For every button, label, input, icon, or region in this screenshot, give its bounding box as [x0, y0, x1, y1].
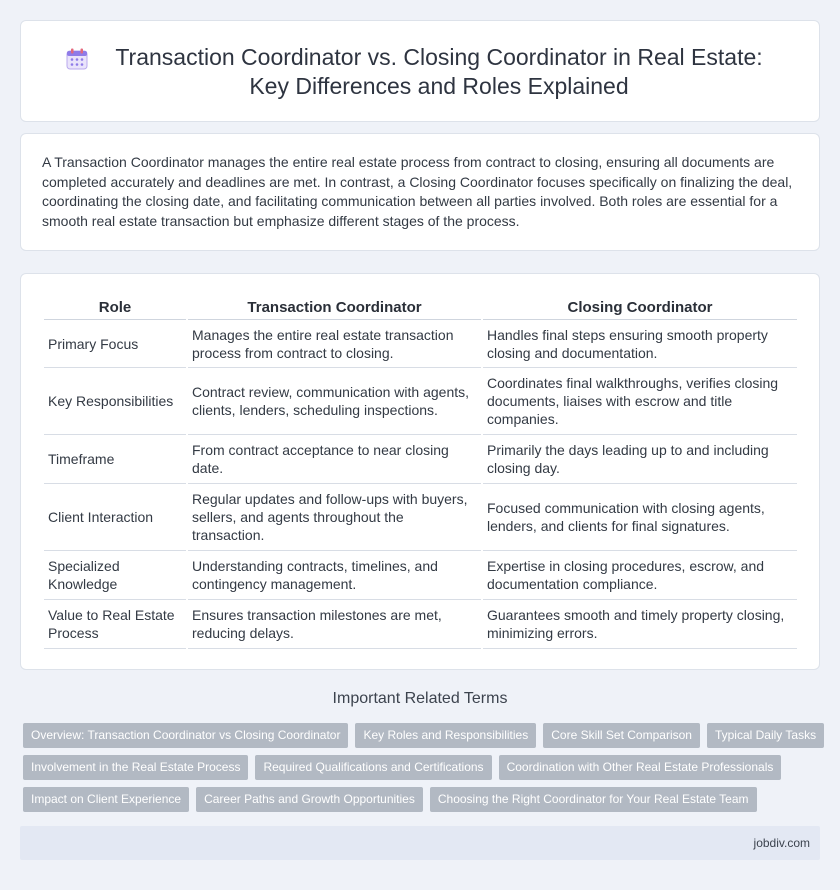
cell-closing-coordinator: Guarantees smooth and timely property closing, minimizing errors.: [483, 600, 797, 649]
related-tag[interactable]: Overview: Transaction Coordinator vs Closing Coordinator: [23, 723, 348, 748]
header-closing-coordinator: Closing Coordinator: [483, 296, 797, 320]
cell-role: Key Responsibilities: [44, 368, 186, 435]
related-tag[interactable]: Career Paths and Growth Opportunities: [196, 787, 423, 812]
table-header-row: [44, 296, 797, 320]
cell-transaction-coordinator: Regular updates and follow-ups with buyers, sellers, and agents throughout the transaction.: [188, 484, 481, 551]
page-title: Transaction Coordinator vs. Closing Coordinator in Real Estate: Key Differences and Roles Explained: [115, 44, 763, 99]
header-role: Role: [44, 296, 186, 320]
cell-closing-coordinator: Coordinates final walkthroughs, verifies closing documents, liaises with escrow and title companies.: [483, 368, 797, 435]
cell-transaction-coordinator: Manages the entire real estate transaction process from contract to closing.: [188, 320, 481, 368]
table-row: [44, 320, 797, 368]
comparison-table: [42, 296, 799, 649]
table-row: [44, 551, 797, 600]
intro-paragraph: A Transaction Coordinator manages the entire real estate process from contract to closing, ensuring all documents are completed accurately and deadlines are met. In contrast, a Closing Coordinator focuses specifically on finalizing the deal, coordinating the closing date, and facilitating communication between all parties involved. Both roles are essential for a smooth real estate transaction but emphasize different stages of the process.: [42, 154, 793, 229]
related-tag[interactable]: Key Roles and Responsibilities: [355, 723, 536, 748]
related-tag[interactable]: Coordination with Other Real Estate Professionals: [499, 755, 782, 780]
cell-role: Primary Focus: [44, 320, 186, 368]
related-tag[interactable]: Required Qualifications and Certifications: [255, 755, 491, 780]
header-card: [20, 20, 820, 122]
cell-transaction-coordinator: Understanding contracts, timelines, and contingency management.: [188, 551, 481, 600]
related-tag[interactable]: Core Skill Set Comparison: [543, 723, 700, 748]
table-row: [44, 368, 797, 435]
table-row: [44, 435, 797, 484]
cell-role: Timeframe: [44, 435, 186, 484]
footer-site-link[interactable]: jobdiv.com: [753, 836, 810, 850]
related-terms-tags: [23, 723, 823, 819]
table-row: [44, 484, 797, 551]
cell-role: Specialized Knowledge: [44, 551, 186, 600]
related-terms-heading: Important Related Terms: [332, 690, 508, 707]
cell-role: Client Interaction: [44, 484, 186, 551]
comparison-table-card: [20, 273, 820, 670]
related-tag[interactable]: Choosing the Right Coordinator for Your Real Estate Team: [430, 787, 757, 812]
cell-transaction-coordinator: From contract acceptance to near closing date.: [188, 435, 481, 484]
related-tag[interactable]: Typical Daily Tasks: [707, 723, 824, 748]
cell-transaction-coordinator: Ensures transaction milestones are met, reducing delays.: [188, 600, 481, 649]
cell-closing-coordinator: Focused communication with closing agents, lenders, and clients for final signatures.: [483, 484, 797, 551]
table-row: [44, 600, 797, 649]
header-transaction-coordinator: Transaction Coordinator: [188, 296, 481, 320]
cell-closing-coordinator: Primarily the days leading up to and including closing day.: [483, 435, 797, 484]
cell-closing-coordinator: Handles final steps ensuring smooth property closing and documentation.: [483, 320, 797, 368]
footer: [20, 826, 820, 860]
cell-closing-coordinator: Expertise in closing procedures, escrow, and documentation compliance.: [483, 551, 797, 600]
cell-transaction-coordinator: Contract review, communication with agents, clients, lenders, scheduling inspections.: [188, 368, 481, 435]
cell-role: Value to Real Estate Process: [44, 600, 186, 649]
intro-card: [20, 133, 820, 251]
related-tag[interactable]: Impact on Client Experience: [23, 787, 189, 812]
related-tag[interactable]: Involvement in the Real Estate Process: [23, 755, 248, 780]
